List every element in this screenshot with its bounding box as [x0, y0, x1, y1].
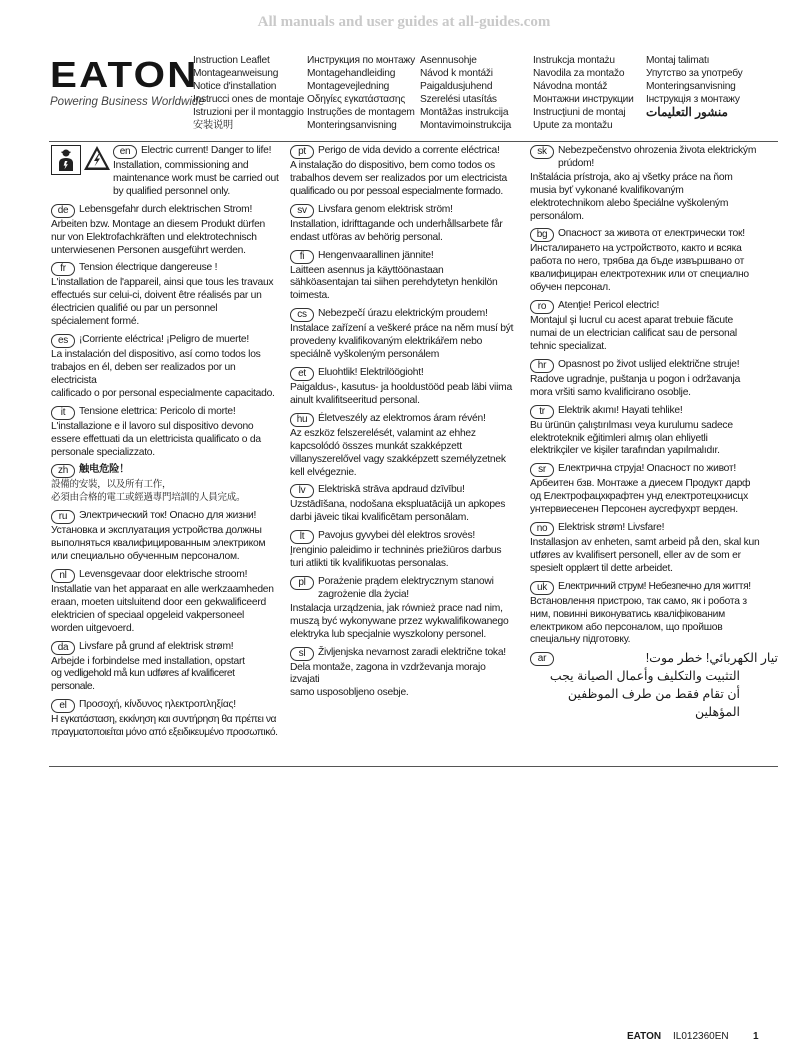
lang-tag: cs — [290, 308, 314, 322]
warning-text: endast utföras av behörig personal. — [290, 231, 443, 243]
warning-block-cs — [290, 308, 516, 362]
lang-tag: sl — [290, 647, 314, 661]
warning-text: أن تقام فقط من طرف الموظفين — [567, 687, 740, 702]
warning-block-da — [51, 641, 279, 695]
warning-heading: Porażenie prądem elektrycznym stanowi zagrożenie dla życia! — [318, 576, 494, 600]
warning-block-lv — [290, 484, 516, 525]
lang-tag: pl — [290, 576, 314, 590]
bottom-divider — [49, 766, 778, 767]
warning-text: provedeny kvalifikovaným elektrikářem nebo — [290, 336, 483, 348]
warning-text: maintenance work must be carried out — [113, 172, 279, 184]
warning-heading: ¡Corriente eléctrica! ¡Peligro de muerte! — [79, 334, 250, 346]
warning-text: Arbejde i forbindelse med installation, opstart — [51, 655, 245, 667]
warning-heading: Levensgevaar door elektrische stroom! — [79, 568, 248, 580]
lang-tag: hr — [530, 359, 554, 373]
warning-block-el — [51, 699, 279, 740]
warning-heading: Електричний струм! Небезпечно для життя! — [558, 580, 751, 592]
title-text: Οδηγίες εγκατάστασης — [307, 94, 406, 106]
warning-text: Installasjon av enheten, samt arbeid på den, skal kun — [530, 537, 760, 549]
warning-heading: Pavojus gyvybei dėl elektros srovės! — [318, 530, 475, 542]
warning-text: електриком або персоналом, що пройшов — [530, 621, 723, 633]
warning-block-ar — [530, 652, 778, 721]
warning-text: spesielt opplært til dette arbeidet. — [530, 562, 673, 574]
warning-text: La instalación del dispositivo, así como todos los — [51, 349, 261, 361]
title-text: Návod k montáži — [420, 68, 493, 80]
warning-text: التثبيت والتكليف وأعمال الصيانة يجب — [549, 669, 740, 684]
title-text: 安装说明 — [193, 120, 233, 132]
title-column-4 — [533, 54, 634, 133]
warning-column-3 — [530, 145, 778, 726]
title-text: Szerelési utasítás — [420, 94, 497, 106]
lang-tag: sv — [290, 204, 314, 218]
warning-block-pt — [290, 145, 516, 199]
warning-heading: Nebezpečí úrazu elektrickým proudem! — [318, 308, 488, 320]
lang-tag: fi — [290, 250, 314, 264]
lang-tag: pt — [290, 145, 314, 159]
warning-text: ainult kvalifitseeritud personal. — [290, 394, 420, 406]
warning-block-et — [290, 367, 516, 408]
warning-block-sv — [290, 204, 516, 245]
warning-text: Bu ürünün çalıştırılması veya kurulumu sadece — [530, 419, 733, 431]
warning-block-de — [51, 204, 279, 258]
title-text: Instrukcja montażu — [533, 55, 615, 66]
warning-text: πραγματοποιείται μόνο από εξειδικευμένο προσωπικό. — [51, 727, 278, 739]
lang-tag: ro — [530, 300, 554, 314]
warning-heading: Tensione elettrica: Pericolo di morte! — [79, 405, 236, 417]
lang-tag: hu — [290, 413, 314, 427]
title-text: Упутство за употребу — [646, 68, 743, 80]
warning-heading: Perigo de vida devido a corrente eléctrica! — [318, 145, 500, 156]
warning-text: mora vršiti samo kvalificirano osoblje. — [530, 386, 691, 398]
warning-text: og vedligehold må kun udføres af kvalificeret personale. — [51, 668, 235, 693]
top-divider — [49, 141, 778, 142]
lang-tag: en — [113, 145, 137, 159]
warning-heading: Életveszély az elektromos áram révén! — [318, 412, 486, 424]
warning-text: eraan, moeten uitsluitend door een gekwalificeerd — [51, 596, 266, 608]
warning-text: elektricien of speciaal opgeleid vakpersoneel — [51, 609, 245, 621]
lang-tag: de — [51, 204, 75, 218]
title-column-1 — [193, 54, 304, 133]
warning-text: effectués sur celui-ci, doivent être réalisés par un — [51, 290, 262, 302]
warning-block-sr — [530, 463, 778, 517]
warning-text: Installation, commissioning and — [113, 160, 249, 171]
warning-text: или специально обученным персоналом. — [51, 551, 240, 563]
title-text: Navodila za montažo — [533, 68, 625, 80]
warning-text: qualificado ou por pessoal especialmente formado. — [290, 185, 503, 197]
watermark: All manuals and user guides at all-guides.com — [257, 14, 551, 30]
warning-block-ru — [51, 510, 279, 564]
warning-text: elektrikçiler ve kişiler tarafından yapılmalıdır. — [530, 445, 720, 457]
warning-text: обучен персонал. — [530, 282, 611, 294]
title-text: Инструкция по монтажу — [307, 55, 416, 66]
warning-heading: Nebezpečenstvo ohrozenia života elektrickým prúdom! — [558, 145, 757, 169]
title-text: Instruction Leaflet — [193, 55, 270, 66]
warning-text: L'installation de l'appareil, ainsi que tous les travaux — [51, 277, 274, 289]
warning-heading: Electric current! Danger to life! — [141, 145, 272, 156]
warning-heading: Atenţie! Pericol electric! — [558, 300, 660, 312]
warning-text: personálom. — [530, 210, 584, 222]
lang-tag: uk — [530, 581, 554, 595]
warning-text: numai de un electrician calificat sau de personal — [530, 327, 737, 339]
lang-tag: it — [51, 406, 75, 420]
warning-text: Uzstādīšana, nodošana ekspluatācijā un apkopes — [290, 499, 506, 511]
warning-heading: Elektrik akımı! Hayati tehlike! — [558, 404, 683, 416]
warning-text: tehnic specializat. — [530, 340, 607, 352]
qualified-person-icon — [51, 145, 81, 175]
warning-block-fr — [51, 262, 279, 329]
warning-text: 必須由合格的電工或經過專門培訓的人員完成。 — [51, 492, 246, 504]
warning-block-zh — [51, 464, 279, 505]
title-text: Montagevejledning — [307, 81, 390, 93]
title-text: Notice d'installation — [193, 81, 277, 93]
warning-text: унтервиесенен Персонен аусгефухрт верден. — [530, 504, 738, 516]
warning-heading: Elektrisk strøm! Livsfare! — [558, 522, 665, 534]
page-number: 1 — [753, 1031, 759, 1042]
warning-block-hu — [290, 413, 516, 480]
lang-tag: tr — [530, 405, 554, 419]
warning-text: turi atlikti tik kvalifikuotas personalas. — [290, 558, 449, 570]
lang-tag: et — [290, 367, 314, 381]
warning-block-fi — [290, 250, 516, 304]
title-text: Paigaldusjuhend — [420, 81, 493, 93]
warning-text: ним, повинні виконуватись кваліфікованим — [530, 608, 725, 620]
warning-text: выполняться квалифицированным электриком — [51, 538, 266, 550]
warning-block-it — [51, 406, 279, 460]
warning-text: Montajul şi lucrul cu acest aparat trebuie făcute — [530, 315, 733, 327]
high-voltage-warning-icon — [83, 145, 111, 176]
title-text: Montagehandleiding — [307, 68, 396, 80]
warning-heading: Tension électrique dangereuse ! — [79, 262, 218, 274]
warning-heading: Електрична струја! Опасност по живот! — [558, 463, 736, 475]
warning-heading: Προσοχή, κίνδυνος ηλεκτροπληξίας! — [79, 699, 236, 711]
warning-text: Laitteen asennus ja käyttöönastaan — [290, 264, 444, 276]
warning-block-sk — [530, 145, 778, 223]
warning-text: спеціальну підготовку. — [530, 634, 631, 646]
eaton-logo — [50, 54, 205, 108]
warning-text: muszą być wykonywane przez wykwalifikowanego — [290, 615, 509, 627]
title-text: Montageanweisung — [193, 68, 279, 80]
warning-text: villanyszerelővel vagy szakképzett személyzetnek — [290, 453, 506, 465]
title-column-5 — [646, 54, 743, 122]
warning-text: worden uitgevoerd. — [51, 622, 135, 634]
title-text: Інструкція з монтажу — [646, 94, 740, 106]
warning-text: Installation, idrifttagande och underhållsarbete får — [290, 218, 503, 230]
lang-tag: no — [530, 522, 554, 536]
warning-text: Встановлення пристрою, так само, як і робота з — [530, 595, 747, 607]
title-text: Montāžas instrukcija — [420, 107, 509, 119]
warning-text: Įrenginio paleidimo ir techninės priežiūros darbus — [290, 545, 502, 557]
lang-tag: sr — [530, 463, 554, 477]
warning-text: sähköasentajan tai siihen perehdytetyn henkilön — [290, 277, 498, 289]
warning-text: musia byť vykonané kvalifikovaným — [530, 184, 684, 196]
logo-wordmark: EATON — [50, 54, 199, 95]
warning-text: Paigaldus-, kasutus- ja hooldustööd peab läbi viima — [290, 381, 512, 393]
warning-text: L'installazione e il lavoro sul dispositivo devono — [51, 420, 254, 432]
warning-text: Η εγκατάσταση, εκκίνηση και συντήρηση θα πρέπει να — [51, 714, 277, 726]
lang-tag: ar — [530, 652, 554, 666]
title-text: Instrucţiuni de montaj — [533, 107, 626, 119]
warning-heading: Hengenvaarallinen jännite! — [318, 249, 434, 261]
lang-tag: nl — [51, 569, 75, 583]
warning-block-tr — [530, 405, 778, 459]
title-text: Upute za montažu — [533, 120, 613, 132]
warning-text: essere effettuati da un elettricista qualificato o da — [51, 433, 261, 445]
warning-text: 設備的安裝，以及所有工作， — [51, 479, 172, 491]
warning-column-2 — [290, 145, 516, 705]
warning-block-bg — [530, 228, 778, 295]
lang-tag: ru — [51, 510, 75, 524]
warning-block-sl — [290, 647, 516, 701]
lang-tag: fr — [51, 262, 75, 276]
warning-icons — [51, 145, 113, 176]
warning-text: kapcsolódó összes munkát szakképzett — [290, 440, 462, 452]
warning-text: A instalação do dispositivo, bem como todos os — [290, 160, 495, 171]
warning-text: speciálně vyškoleným personálem — [290, 349, 440, 361]
title-text: Návodna montáž — [533, 81, 608, 93]
warning-block-hr — [530, 359, 778, 400]
lang-tag: da — [51, 641, 75, 655]
footer-doc-number: IL012360EN — [673, 1031, 729, 1042]
warning-text: elektrotechnikom alebo špeciálne vyškoleným — [530, 197, 729, 209]
lang-tag: lt — [290, 530, 314, 544]
warning-text: квалифициран електротехник или от специално — [530, 269, 749, 281]
warning-text: Арбеитен бзв. Монтаже а диесем Продукт дарф — [530, 478, 751, 490]
warning-text: Arbeiten bzw. Montage an diesem Produkt dürfen — [51, 218, 266, 230]
warning-block-uk — [530, 581, 778, 648]
warning-text: kell elvégeznie. — [290, 466, 357, 478]
lang-tag: el — [51, 699, 75, 713]
warning-text: darbi jāveic tikai kvalificētam personālam. — [290, 512, 469, 524]
warning-text: од Електрофацхкрафтен унд електротецхнисцх — [530, 491, 748, 503]
warning-text: Installatie van het apparaat en alle werkzaamheden — [51, 583, 274, 595]
warning-heading: Življenjska nevarnost zaradi električne toka! — [318, 646, 506, 658]
lang-tag: zh — [51, 464, 75, 478]
lang-tag: bg — [530, 228, 554, 242]
warning-text: calificado o por personal especialmente capacitado. — [51, 387, 275, 399]
warning-text: by qualified personnel only. — [113, 185, 231, 197]
warning-text: elektroteknik eğitimleri almış olan ehliyetli — [530, 432, 708, 444]
warning-heading: Электрический ток! Опасно для жизни! — [79, 510, 257, 522]
warning-text: Az eszköz felszerelését, valamint az ehhez — [290, 427, 476, 439]
title-column-2 — [307, 54, 415, 133]
warning-text: spécialement formé. — [51, 316, 139, 328]
warning-block-pl — [290, 576, 516, 642]
warning-heading: Lebensgefahr durch elektrischen Strom! — [79, 203, 253, 215]
warning-text: utføres av kvalifisert personell, eller av de som er — [530, 549, 741, 561]
warning-text: toimesta. — [290, 290, 330, 302]
warning-text: trabajos en él, deben ser realizados por un electricista — [51, 361, 236, 386]
warning-text: trabalhos devem ser realizados por um electricista — [290, 172, 507, 184]
warning-block-lt — [290, 530, 516, 571]
warning-heading: Elektriskā strāva apdraud dzīvību! — [318, 484, 465, 496]
warning-text: Instalace zařízení a veškeré práce na něm musí být — [290, 323, 514, 335]
warning-block-ro — [530, 300, 778, 354]
warning-text: Radove ugradnje, puštanja u pogon i održavanja — [530, 373, 741, 385]
footer-brand: EATON — [627, 1031, 662, 1042]
warning-text: работа по него, трябва да бъде извършвано от — [530, 256, 745, 268]
warning-block-es — [51, 334, 279, 401]
warning-block-nl — [51, 569, 279, 636]
title-text: Monteringsanvisning — [307, 120, 397, 132]
warning-heading: Livsfara genom elektrisk ström! — [318, 203, 453, 215]
logo-tagline: Powering Business Worldwide — [50, 96, 205, 108]
title-text: Instruções de montagem — [307, 107, 415, 119]
title-text: Monteringsanvisning — [646, 81, 736, 93]
warning-text: Dela montaže, zagona in vzdrževanja morajo izvajati — [290, 661, 486, 686]
title-text: Instrucci ones de montaje — [193, 94, 305, 106]
warning-text: Инсталирането на устройството, както и всяка — [530, 243, 742, 255]
warning-heading: 触电危险！ — [79, 464, 130, 476]
warning-text: Instalacja urządzenia, jak również prace nad nim, — [290, 602, 503, 614]
warning-text: elektryka lub specjalnie wyszkolony personel. — [290, 628, 486, 640]
warning-heading: Опасност за живота от електрически ток! — [558, 228, 745, 240]
warning-heading: Opasnost po život uslijed električne struje! — [558, 358, 740, 370]
warning-heading: تيار الكهربائي! خطر موت! — [645, 651, 778, 666]
warning-heading: Eluohtlik! Elektrilöögioht! — [318, 366, 424, 378]
lang-tag: lv — [290, 484, 314, 498]
warning-text: المؤهلين — [695, 705, 740, 720]
lang-tag: es — [51, 334, 75, 348]
warning-text: Установка и эксплуатация устройства должны — [51, 525, 262, 537]
warning-text: électricien qualifié ou par un personnel — [51, 303, 218, 315]
warning-heading: Livsfare på grund af elektrisk strøm! — [79, 640, 234, 652]
title-text: Istruzioni per il montaggio — [193, 107, 304, 119]
warning-text: personale specializzato. — [51, 446, 155, 458]
title-text: منشور التعليمات — [646, 105, 728, 120]
lang-tag: sk — [530, 145, 554, 159]
title-text: Asennusohje — [420, 55, 477, 66]
warning-block-no — [530, 522, 778, 576]
title-text: Montaj talimatı — [646, 55, 710, 66]
warning-text: samo usposobljeno osebje. — [290, 687, 409, 699]
warning-text: nur von Elektrofachkräften und elektrotechnisch — [51, 231, 257, 243]
title-text: Монтажни инструкции — [533, 94, 634, 106]
warning-column-1 — [51, 145, 279, 745]
warning-block-en — [51, 145, 279, 199]
title-column-3 — [420, 54, 511, 133]
title-text: Montavimoinstrukcija — [420, 120, 512, 132]
warning-text: Inštalácia prístroja, ako aj všetky práce na ňom — [530, 171, 733, 183]
warning-text: unterwiesenen Personen ausgeführt werden. — [51, 244, 246, 256]
